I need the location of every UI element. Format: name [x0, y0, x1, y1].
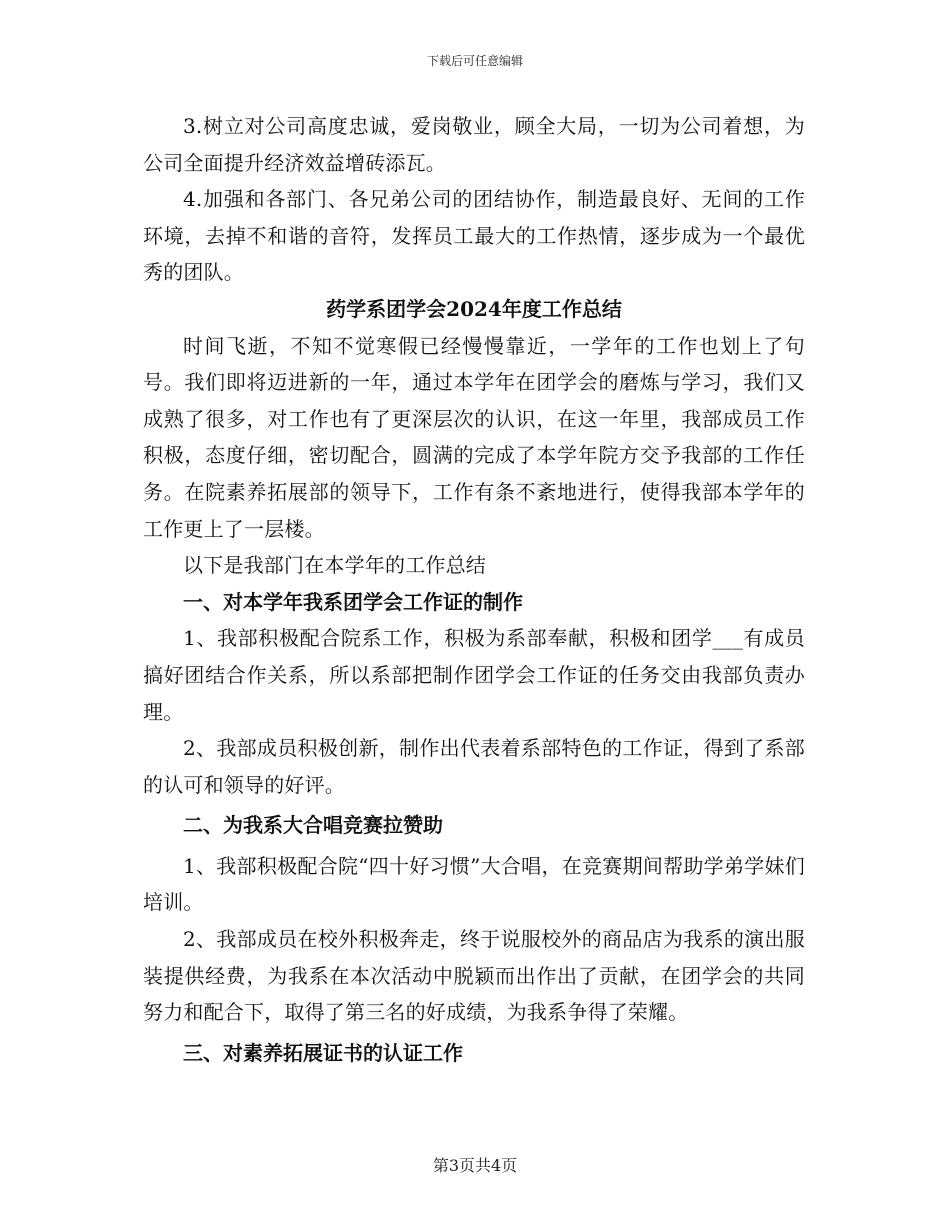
- document-title: 药学系团学会2024年度工作总结: [326, 296, 622, 321]
- section2-paragraph-2: 2、我部成员在校外积极奔走，终于说服校外的商品店为我系的演出服装提供经费，为我系在本次活动中脱颖而出作出了贡献，在团学会的共同努力和配合下，取得了第三名的好成绩，为我系争得了荣耀。: [143, 927, 805, 1025]
- paragraph-summary-lead: 以下是我部门在本学年的工作总结: [183, 553, 486, 578]
- paragraph-intro: 时间飞逝，不知不觉寒假已经慢慢靠近，一学年的工作也划上了句号。我们即将迈进新的一年，通过本学年在团学会的磨炼与学习，我们又成熟了很多，对工作也有了更深层次的认识，在这一年里，我部成员工作积极，态度仔细，密切配合，圆满的完成了本学年院方交予我部的工作任务。在院素养拓展部的领导下，工作有条不紊地进行，使得我部本学年的工作更上了一层楼。: [143, 333, 805, 541]
- page-number: 第3页共4页: [432, 1156, 518, 1175]
- section-heading-3: 三、对素养拓展证书的认证工作: [183, 1040, 463, 1065]
- section1-paragraph-2: 2、我部成员积极创新，制作出代表着系部特色的工作证，得到了系部的认可和领导的好评。: [143, 736, 805, 797]
- paragraph-item-4: 4.加强和各部门、各兄弟公司的团结协作，制造最良好、无间的工作环境，去掉不和谐的音符，发挥员工最大的工作热情，逐步成为一个最优秀的团队。: [143, 187, 805, 285]
- section-heading-2: 二、为我系大合唱竞赛拉赞助: [183, 813, 443, 838]
- section1-paragraph-1: 1、我部积极配合院系工作，积极为系部奉献，积极和团学___有成员搞好团结合作关系，所以系部把制作团学会工作证的任务交由我部负责办理。: [143, 626, 805, 724]
- section2-paragraph-1: 1、我部积极配合院“四十好习惯”大合唱，在竞赛期间帮助学弟学妹们培训。: [143, 853, 805, 915]
- document-body: [143, 108, 805, 1075]
- paragraph-item-3: 3.树立对公司高度忠诚，爱岗敬业，顾全大局，一切为公司着想，为公司全面提升经济效益增砖添瓦。: [143, 114, 805, 175]
- section-heading-1: 一、对本学年我系团学会工作证的制作: [183, 589, 523, 614]
- page-header-note: 下载后可任意编辑: [426, 54, 523, 68]
